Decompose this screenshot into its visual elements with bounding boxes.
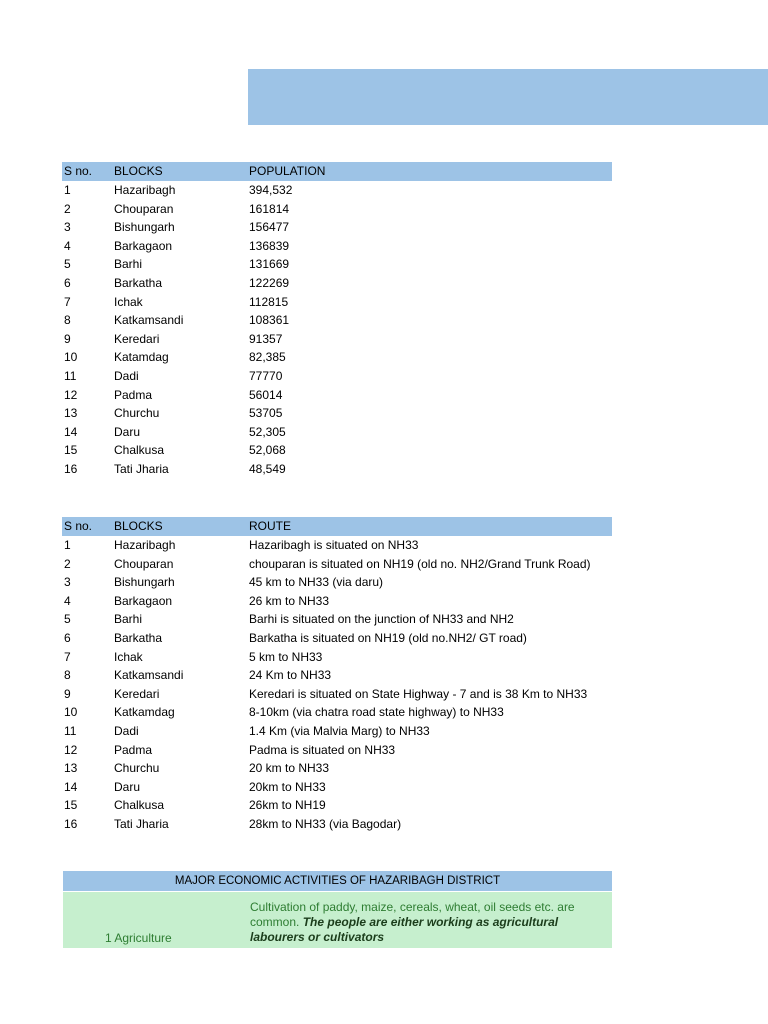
cell-block: Keredari: [114, 686, 160, 701]
cell-block: Hazaribagh: [114, 538, 176, 552]
cell-sno: 12: [64, 387, 78, 402]
cell-block: Katkamsandi: [114, 313, 184, 328]
cell-block: Bishungarh: [114, 575, 175, 590]
table-row: [62, 367, 612, 386]
cell-sno: 2: [64, 556, 71, 571]
table-row: [62, 330, 612, 349]
table-row: [62, 685, 612, 704]
table-row: [62, 592, 612, 611]
cell-sno: 10: [64, 705, 78, 720]
cell-sno: 1: [64, 183, 71, 197]
cell-value: 5 km to NH33: [249, 649, 323, 664]
cell-sno: 11: [64, 723, 77, 738]
table-row: [62, 255, 612, 274]
table-row: [62, 536, 612, 555]
activity-text-emphasis: The people are either working as agricultural labourers or cultivators: [250, 915, 559, 944]
cell-value: 108361: [249, 313, 290, 328]
cell-value: 8-10km (via chatra road state highway) to NH33: [249, 705, 504, 720]
cell-block: Dadi: [114, 368, 139, 383]
cell-block: Chouparan: [114, 201, 174, 216]
cell-block: Barkagaon: [114, 238, 173, 253]
cell-value: 26km to NH19: [249, 798, 326, 813]
cell-value: 20 km to NH33: [249, 761, 330, 776]
cell-block: Churchu: [114, 761, 160, 776]
economic-title: MAJOR ECONOMIC ACTIVITIES OF HAZARIBAGH DISTRICT: [63, 871, 612, 891]
cell-value: 45 km to NH33 (via daru): [249, 575, 384, 590]
table-row: [62, 441, 612, 460]
table-body: [62, 536, 612, 834]
cell-value: 52,068: [249, 443, 286, 458]
cell-sno: 3: [64, 575, 71, 590]
cell-sno: 16: [64, 816, 78, 831]
cell-sno: 12: [64, 742, 78, 757]
cell-value: 1.4 Km (via Malvia Marg) to NH33: [249, 723, 430, 738]
cell-block: Chalkusa: [114, 443, 165, 458]
header-sno: S no.: [64, 164, 93, 178]
table-row: [62, 703, 612, 722]
table-row: [62, 348, 612, 367]
cell-value: 26 km to NH33: [249, 593, 330, 608]
cell-value: 131669: [249, 257, 290, 272]
cell-value: 56014: [249, 387, 283, 402]
table-header: [62, 517, 612, 536]
cell-value: 136839: [249, 238, 290, 253]
cell-block: Churchu: [114, 406, 160, 421]
cell-value: Barhi is situated on the junction of NH33 and NH2: [249, 612, 514, 627]
cell-value: 77770: [249, 368, 283, 383]
cell-block: Padma: [114, 742, 153, 757]
table-row: [62, 666, 612, 685]
table-row: [62, 386, 612, 405]
cell-value: 52,305: [249, 424, 286, 439]
cell-value: Hazaribagh is situated on NH33: [249, 538, 419, 552]
table-row: [62, 555, 612, 574]
cell-value: 91357: [249, 331, 283, 346]
header-blocks: BLOCKS: [114, 519, 163, 533]
cell-sno: 6: [64, 275, 71, 290]
cell-sno: 2: [64, 201, 71, 216]
cell-block: Katkamdag: [114, 705, 175, 720]
table-row: [62, 404, 612, 423]
cell-sno: 13: [64, 761, 78, 776]
cell-block: Hazaribagh: [114, 183, 176, 197]
cell-sno: 15: [64, 443, 78, 458]
cell-block: Barkagaon: [114, 593, 173, 608]
cell-sno: 14: [64, 424, 78, 439]
cell-block: Katkamsandi: [114, 668, 184, 683]
cell-sno: 8: [64, 668, 71, 683]
cell-sno: 7: [64, 294, 71, 309]
table-row: [62, 573, 612, 592]
cell-sno: 9: [64, 686, 71, 701]
table-row: [62, 237, 612, 256]
table-row: [62, 293, 612, 312]
cell-sno: 10: [64, 350, 78, 365]
header-route: ROUTE: [249, 519, 291, 533]
table-row: [62, 796, 612, 815]
economic-row-agriculture: [63, 892, 612, 948]
table-row: [62, 200, 612, 219]
cell-value: 112815: [249, 294, 289, 309]
cell-value: 82,385: [249, 350, 286, 365]
table-row: [62, 815, 612, 834]
cell-value: 28km to NH33 (via Bagodar): [249, 816, 402, 831]
cell-sno: 4: [64, 238, 71, 253]
header-blocks: BLOCKS: [114, 164, 163, 178]
cell-sno: 16: [64, 461, 78, 476]
cell-value: 48,549: [249, 461, 286, 476]
cell-sno: 3: [64, 220, 71, 235]
table-row: [62, 722, 612, 741]
cell-block: Barkatha: [114, 275, 163, 290]
cell-block: Tati Jharia: [114, 461, 169, 476]
cell-sno: 6: [64, 630, 71, 645]
table-row: [62, 218, 612, 237]
cell-block: Barhi: [114, 257, 143, 272]
activity-label: 1 Agriculture: [105, 931, 172, 945]
cell-block: Katamdag: [114, 350, 169, 365]
cell-value: chouparan is situated on NH19 (old no. NH2/Grand Trunk Road): [249, 556, 591, 571]
population-table: [62, 162, 612, 479]
cell-value: 122269: [249, 275, 290, 290]
cell-sno: 5: [64, 612, 71, 627]
table-row: [62, 460, 612, 479]
cell-value: 156477: [249, 220, 290, 235]
cell-block: Daru: [114, 779, 141, 794]
table-row: [62, 778, 612, 797]
cell-value: Padma is situated on NH33: [249, 742, 396, 757]
cell-value: 53705: [249, 406, 283, 421]
activity-text-plain: Cultivation of paddy, maize, cereals, wheat, oil seeds etc. are common.: [250, 900, 575, 929]
table-row: [62, 648, 612, 667]
route-table: [62, 517, 612, 834]
cell-sno: 4: [64, 593, 71, 608]
table-row: [62, 741, 612, 760]
cell-value: 24 Km to NH33: [249, 668, 332, 683]
cell-sno: 7: [64, 649, 71, 664]
cell-value: Barkatha is situated on NH19 (old no.NH2/ GT road): [249, 630, 527, 645]
cell-sno: 5: [64, 257, 71, 272]
cell-block: Barkatha: [114, 630, 163, 645]
title-banner: [248, 69, 768, 125]
cell-block: Padma: [114, 387, 153, 402]
table-row: [62, 759, 612, 778]
cell-block: Daru: [114, 424, 141, 439]
cell-block: Keredari: [114, 331, 160, 346]
cell-sno: 9: [64, 331, 71, 346]
cell-sno: 11: [64, 368, 77, 383]
cell-block: Chouparan: [114, 556, 174, 571]
table-row: [62, 274, 612, 293]
cell-block: Barhi: [114, 612, 143, 627]
activity-description: [250, 900, 595, 945]
cell-block: Ichak: [114, 294, 143, 309]
cell-block: Tati Jharia: [114, 816, 169, 831]
table-row: [62, 610, 612, 629]
cell-block: Bishungarh: [114, 220, 175, 235]
cell-block: Dadi: [114, 723, 139, 738]
table-row: [62, 629, 612, 648]
table-row: [62, 181, 612, 200]
cell-block: Ichak: [114, 649, 143, 664]
cell-sno: 15: [64, 798, 78, 813]
cell-value: Keredari is situated on State Highway - 7 and is 38 Km to NH33: [249, 686, 588, 701]
cell-sno: 14: [64, 779, 78, 794]
cell-value: 20km to NH33: [249, 779, 326, 794]
header-population: POPULATION: [249, 164, 326, 178]
economic-activities-table: [63, 871, 612, 948]
table-row: [62, 423, 612, 442]
table-row: [62, 311, 612, 330]
cell-value: 161814: [249, 201, 290, 216]
cell-value: 394,532: [249, 183, 293, 197]
cell-sno: 1: [64, 538, 71, 552]
cell-block: Chalkusa: [114, 798, 165, 813]
table-header: [62, 162, 612, 181]
cell-sno: 13: [64, 406, 78, 421]
table-body: [62, 181, 612, 479]
cell-sno: 8: [64, 313, 71, 328]
header-sno: S no.: [64, 519, 93, 533]
